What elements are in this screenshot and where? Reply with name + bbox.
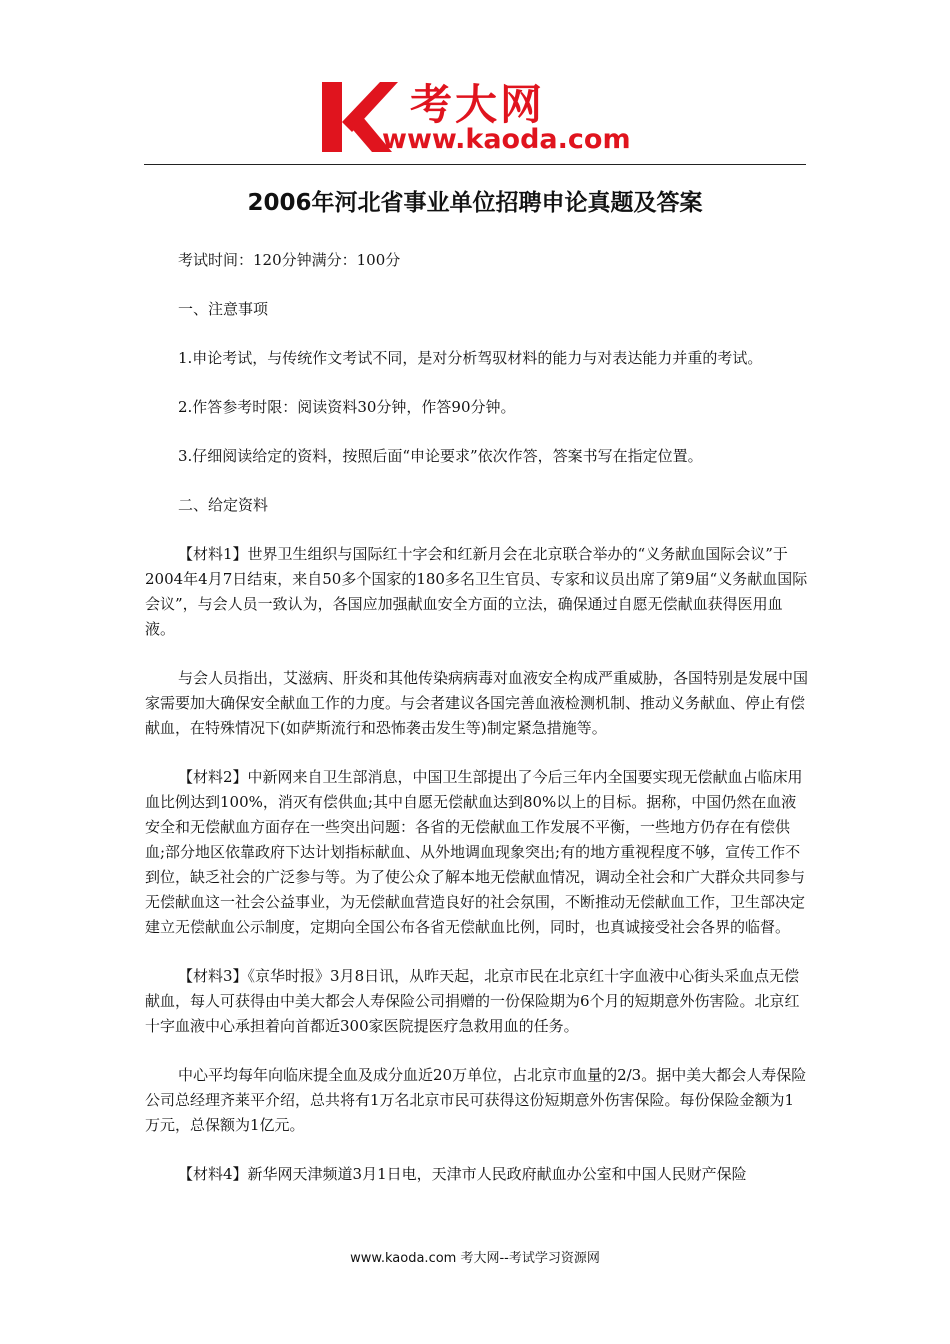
document-title: 2006年河北省事业单位招聘申论真题及答案 bbox=[247, 190, 703, 216]
note-item-3: 3.仔细阅读给定的资料，按照后面“申论要求”依次作答，答案书写在指定位置。 bbox=[178, 447, 703, 465]
material-4: 【材料4】新华网天津频道3月1日电，天津市人民政府献血办公室和中国人民财产保险 bbox=[178, 1165, 747, 1183]
section-heading-notes: 一、注意事项 bbox=[178, 300, 269, 318]
kaoda-logo bbox=[318, 72, 648, 162]
section-heading-materials: 二、给定资料 bbox=[178, 496, 269, 514]
material-2: 【材料2】中新网来自卫生部消息，中国卫生部提出了今后三年内全国要实现无偿献血占临床用血比例达到100%，消灭有偿供血;其中自愿无偿献血达到80%以上的目标。据称，中国仍然在血液安全和无偿献血方面存在一些突出问题：各省的无偿献血工作发展不平衡，一些地方仍存在有偿供血;部分地区依靠政府下达计划指标献血、从外地调血现象突出;有的地方重视程度不够，宣传工作不到位，缺乏社会的广泛参与等。为了使公众了解本地无偿献血情况，调动全社会和广大群众共同参与无偿献血这一社会公益事业，为无偿献血营造良好的社会氛围，不断推动无偿献血工作，卫生部决定建立无偿献血公示制度，定期向全国公布各省无偿献血比例，同时，也真诚接受社会各界的临督。 bbox=[145, 768, 806, 936]
note-item-1: 1.申论考试，与传统作文考试不同，是对分析驾驭材料的能力与对表达能力并重的考试。 bbox=[178, 349, 763, 367]
document-body bbox=[145, 248, 808, 1211]
page-footer: www.kaoda.com 考大网--考试学习资源网 bbox=[350, 1251, 600, 1266]
logo-title: 考大网 bbox=[410, 80, 546, 129]
material-3: 【材料3】《京华时报》3月8日讯，从昨天起，北京市民在北京红十字血液中心街头采血点无偿献血，每人可获得由中美大都会人寿保险公司捐赠的一份保险期为6个月的短期意外伤害险。北京红十字血液中心承担着向首都近300家医院提医疗急救用血的任务。 bbox=[145, 967, 800, 1035]
material-1: 【材料1】世界卫生组织与国际红十字会和红新月会在北京联合举办的“义务献血国际会议”于2004年4月7日结束，来自50多个国家的180多名卫生官员、专家和议员出席了第9届“义务献血国际会议”，与会人员一致认为，各国应加强献血安全方面的立法，确保通过自愿无偿献血获得医用血液。 bbox=[145, 545, 808, 638]
header-divider bbox=[144, 164, 806, 165]
exam-time: 考试时间：120分钟满分：100分 bbox=[178, 251, 401, 269]
material-3-continued: 中心平均每年向临床提全血及成分血近20万单位，占北京市血量的2/3。据中美大都会人寿保险公司总经理齐莱平介绍，总共将有1万名北京市民可获得这份短期意外伤害保险。每份保险金额为1万元，总保额为1亿元。 bbox=[145, 1066, 807, 1134]
note-item-2: 2.作答参考时限：阅读资料30分钟，作答90分钟。 bbox=[178, 398, 516, 416]
material-1-continued: 与会人员指出，艾滋病、肝炎和其他传染病病毒对血液安全构成严重威胁，各国特别是发展中国家需要加大确保安全献血工作的力度。与会者建议各国完善血液检测机制、推动义务献血、停止有偿献血，在特殊情况下(如萨斯流行和恐怖袭击发生等)制定紧急措施等。 bbox=[145, 669, 809, 737]
logo-url: www.kaoda.com bbox=[382, 124, 631, 155]
